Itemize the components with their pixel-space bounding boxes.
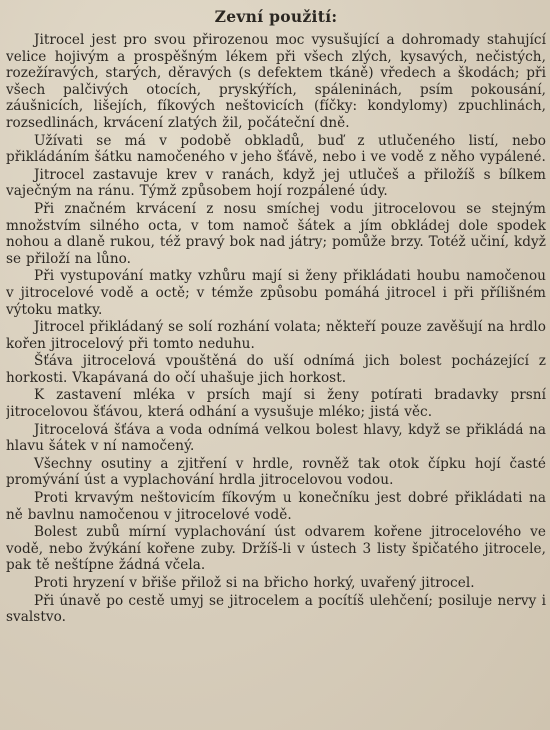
paragraph: Při vystupování matky vzhůru mají si ženy přikládati houbu namočenou v jitrocelové vodě a octě; v témže způsobu pomáhá jitrocel i při přílišném výtoku matky.	[6, 268, 546, 318]
paragraph: Jitrocel přikládaný se solí rozhání volata; někteří pouze zavěšují na hrdlo kořen jitrocelový při tomto neduhu.	[6, 319, 546, 352]
paragraph: Proti krvavým neštovicím fíkovým u konečníku jest dobré přikládati na ně bavlnu namočenou v jitrocelové vodě.	[6, 490, 546, 523]
paragraph: Bolest zubů mírní vyplachování úst odvarem kořene jitrocelového ve vodě, nebo žvýkání kořene zuby. Držíš-li v ústech 3 listy špičatého jitrocele, pak tě neštípne žádná včela.	[6, 524, 546, 574]
paragraph: Proti hryzení v břiše přilož si na břicho horký, uvařený jitrocel.	[34, 575, 475, 591]
document-page	[6, 4, 546, 726]
paragraph: Užívati se má v podobě obkladů, buď z utlučeného listí, nebo přikládáním šátku namočeného v jeho šťávě, nebo i ve vodě z něho vypálené.	[6, 132, 546, 166]
paragraph: Při únavě po cestě umyj se jitrocelem a pocítíš ulehčení; posiluje nervy i svalstvo.	[6, 592, 546, 626]
paragraph: Všechny osutiny a zjitření v hrdle, rovněž tak otok čípku hojí časté promývání úst a vyplachování hrdla jitrocelovou vodou.	[6, 455, 546, 489]
section-heading: Zevní použití:	[214, 7, 338, 26]
paragraph: Šťáva jitrocelová vpouštěná do uší odnímá jich bolest pocházející z horkosti. Vkapávaná do očí uhašuje jich horkost.	[6, 353, 546, 386]
paragraph: Jitrocelová šťáva a voda odnímá velkou bolest hlavy, když se přikládá na hlavu šátek v ní namočený.	[6, 421, 546, 455]
paragraph: Jitrocel jest pro svou přirozenou moc vysušující a dohromady stahující velice hojivým a prospěšným lékem při všech zlých, kysavých, nečistých, rozežíravých, starých, děravých (s defektem tkáně) vředech a škodách; při všech palčivých otocích, pryskýřích, spáleninách, psím pokousání, záušnicích, lišejích, fíkových neštovicích (fíčky: kondylomy) zpuchlinách, rozsedlinách, krvácení zlatých žil, počáteční dně.	[6, 32, 546, 131]
paragraph: K zastavení mléka v prsích mají si ženy potírati bradavky prsní jitrocelovou šťávou, která odhání a vysušuje mléko; jistá věc.	[6, 387, 546, 421]
paragraph: Při značném krvácení z nosu smíchej vodu jitrocelovou se stejným množstvím silného octa, v tom namoč šátek a jím obkládej dole spodek nohou a dlaně rukou, též pravý bok nad játry; pomůže brzy. Totéž učiní, když se přiloží na lůno.	[6, 200, 546, 267]
paragraph: Jitrocel zastavuje krev v ranách, když jej utlučeš a přiložíš s bílkem vaječným na ránu. Týmž způsobem hojí rozpálené údy.	[6, 166, 546, 200]
